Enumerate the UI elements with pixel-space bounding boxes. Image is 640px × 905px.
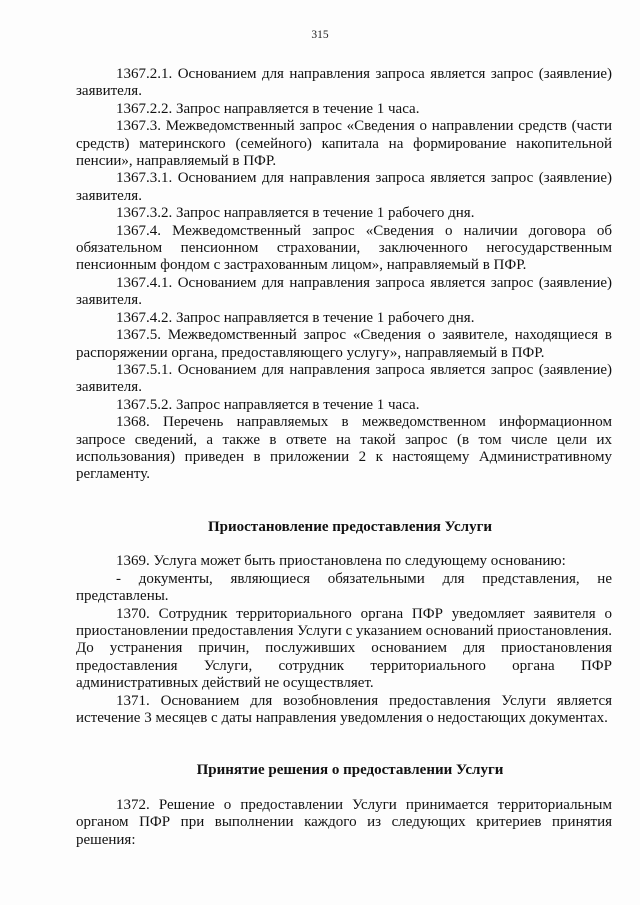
paragraph-1369: 1369. Услуга может быть приостановлена по следующему основанию: [116,553,566,570]
paragraph-1372: 1372. Решение о предоставлении Услуги принимается территориальным органом ПФР при выполнении каждого из следующих критериев принятия решения: [76,796,612,848]
document-body [76,66,612,849]
paragraph-1369-item: - документы, являющиеся обязательными для представления, не представлены. [76,570,612,605]
paragraph-1367-3-2: 1367.3.2. Запрос направляется в течение 1 рабочего дня. [116,205,475,222]
paragraph-1367-5-2: 1367.5.2. Запрос направляется в течение 1 часа. [116,396,420,413]
paragraph-1371: 1371. Основанием для возобновления предоставления Услуги является истечение 3 месяцев с даты направления уведомления о недостающих документах. [76,692,612,726]
paragraph-1367-5-1: 1367.5.1. Основанием для направления запроса является запрос (заявление) заявителя. [76,361,612,396]
paragraph-1368: 1368. Перечень направляемых в межведомственном информационном запросе сведений, а также в ответе на такой запрос (в том числе цели их использования) приведен в приложении 2 к настоящему Административному регламенту. [76,414,612,483]
section-heading-suspension: Приостановление предоставления Услуги [207,518,493,535]
section-heading-decision: Принятие решения о предоставлении Услуги [196,762,504,779]
paragraph-1367-2-2: 1367.2.2. Запрос направляется в течение 1 часа. [116,100,420,117]
page-number: 315 [311,29,329,41]
paragraph-1367-3-1: 1367.3.1. Основанием для направления запроса является запрос (заявление) заявителя. [76,170,612,204]
paragraph-1367-4: 1367.4. Межведомственный запрос «Сведения о наличии договора об обязательном пенсионном страховании, заключенного негосударственным пенсионным фондом с застрахованным лицом», направляемый в ПФР. [76,222,612,274]
paragraph-1367-4-1: 1367.4.1. Основанием для направления запроса является запрос (заявление) заявителя. [76,274,612,309]
paragraph-1367-2-1: 1367.2.1. Основанием для направления запроса является запрос (заявление) заявителя. [76,66,612,100]
paragraph-1367-3: 1367.3. Межведомственный запрос «Сведения о направлении средств (части средств) материнского (семейного) капитала на формирование накопительной пенсии», направляемый в ПФР. [76,118,612,170]
paragraph-1367-5: 1367.5. Межведомственный запрос «Сведения о заявителе, находящиеся в распоряжении органа, предоставляющего услугу», направляемый в ПФР. [76,327,612,361]
paragraph-1370: 1370. Сотрудник территориального органа ПФР уведомляет заявителя о приостановлении предоставления Услуги с указанием оснований приостановления. До устранения причин, послуживших основанием для приостановления предоставления Услуги, сотрудник территориального органа ПФР административных действий не осуществляет. [76,605,612,692]
paragraph-1367-4-2: 1367.4.2. Запрос направляется в течение 1 рабочего дня. [116,309,475,326]
